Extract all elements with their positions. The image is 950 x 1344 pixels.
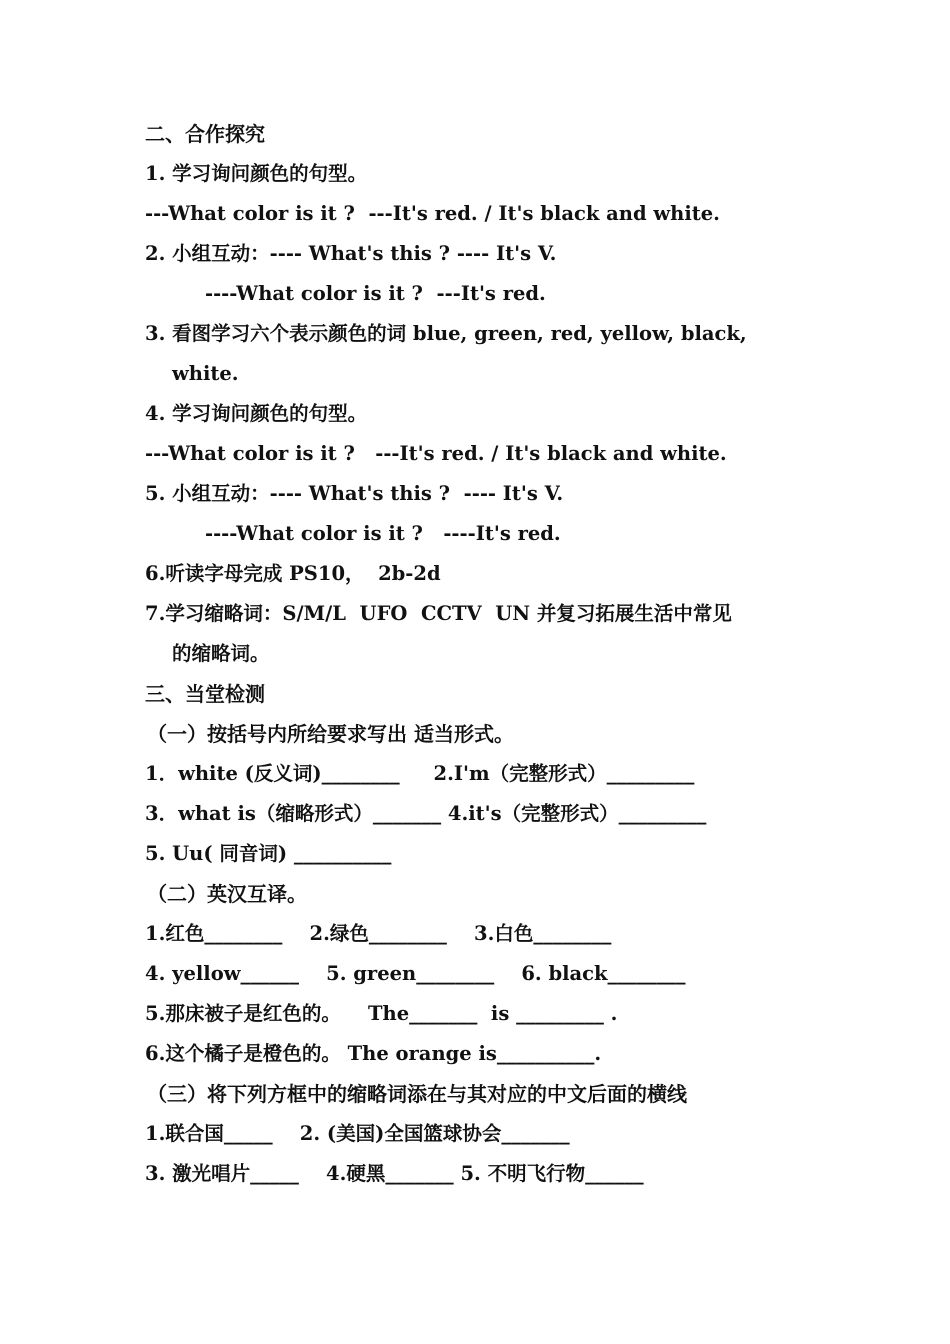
part-2-row-3: 5.那床被子是红色的。 The_______ is _________ .: [145, 1002, 618, 1025]
item-3-continuation: white.: [172, 362, 239, 385]
item-4-heading: 4. 学习询问颜色的句型。: [145, 402, 368, 425]
item-7: 7.学习缩略词：S/M/L UFO CCTV UN 并复习拓展生活中常见: [145, 602, 732, 625]
item-5-dialogue: ----What color is it ? ----It's red.: [205, 522, 561, 545]
part-3-heading: （三）将下列方框中的缩略词添在与其对应的中文后面的横线: [147, 1082, 687, 1106]
item-1-heading: 1. 学习询问颜色的句型。: [145, 162, 368, 185]
item-1-dialogue: ---What color is it ? ---It's red. / It's black and white.: [145, 202, 720, 225]
item-2-dialogue: ----What color is it ? ---It's red.: [205, 282, 546, 305]
part-1-row-1: 1．white (反义词)________ 2.I'm（完整形式）_________: [145, 762, 695, 785]
item-6: 6.听读字母完成 PS10， 2b-2d: [145, 562, 441, 585]
part-1-heading: （一）按括号内所给要求写出 适当形式。: [147, 722, 514, 746]
item-2-heading: 2. 小组互动：---- What's this ? ---- It's V.: [145, 242, 557, 265]
part-2-heading: （二）英汉互译。: [147, 882, 307, 906]
item-4-dialogue: ---What color is it ? ---It's red. / It's black and white.: [145, 442, 727, 465]
item-3-heading: 3. 看图学习六个表示颜色的词 blue, green, red, yellow, black,: [145, 322, 747, 345]
item-5-heading: 5. 小组互动：---- What's this ? ---- It's V.: [145, 482, 564, 505]
section-heading-in-class-test: 三、当堂检测: [145, 682, 265, 706]
part-2-row-4: 6.这个橘子是橙色的。 The orange is__________.: [145, 1042, 602, 1065]
part-1-row-2: 3．what is（缩略形式）_______ 4.it's（完整形式）_________: [145, 802, 707, 825]
part-3-row-1: 1.联合国_____ 2. (美国)全国篮球协会_______: [145, 1122, 570, 1145]
part-2-row-1: 1.红色________ 2.绿色________ 3.白色________: [145, 922, 612, 945]
part-3-row-2: 3. 激光唱片_____ 4.硬黑_______ 5. 不明飞行物______: [145, 1162, 644, 1185]
section-heading-cooperative-inquiry: 二、合作探究: [145, 122, 265, 146]
part-2-row-2: 4. yellow______ 5. green________ 6. black________: [145, 962, 686, 985]
item-7-continuation: 的缩略词。: [172, 642, 270, 665]
part-1-row-3: 5. Uu( 同音词) __________: [145, 842, 392, 865]
